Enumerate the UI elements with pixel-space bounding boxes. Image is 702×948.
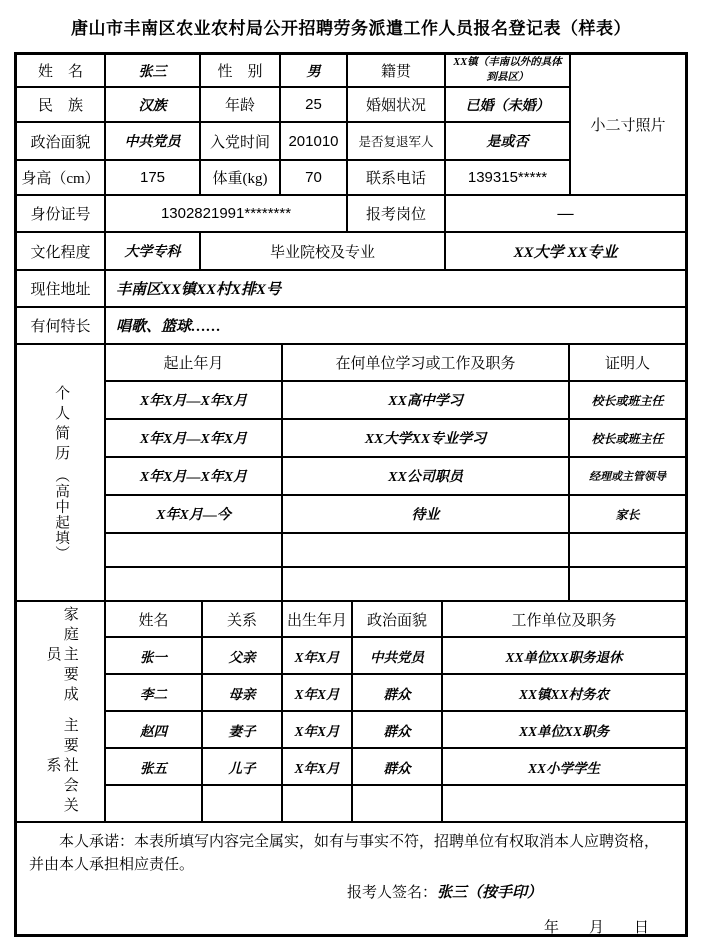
resume-side-label-note: （高中起填）	[53, 467, 70, 561]
form-title: 唐山市丰南区农业农村局公开招聘劳务派遣工作人员报名登记表（样表）	[71, 19, 631, 38]
veteran-label: 是否复退军人	[348, 123, 446, 159]
family-political: 群众	[353, 712, 443, 747]
family-work: XX镇XX村务农	[518, 686, 610, 702]
gender-label: 性 别	[201, 55, 281, 86]
family-political: 群众	[353, 749, 443, 784]
position-value: —	[557, 204, 574, 222]
family-grid	[106, 602, 685, 821]
weight-value: 70	[281, 161, 348, 194]
family-work: XX单位XX职务	[518, 723, 610, 739]
family-header-birth: 出生年月	[283, 602, 353, 636]
resume-unit: XX高中学习	[283, 382, 570, 418]
resume-side-label-text	[52, 385, 69, 561]
veteran-value: 是或否	[446, 123, 571, 159]
resume-witness: 校长或班主任	[591, 393, 664, 408]
resume-unit: XX大学XX专业学习	[283, 420, 570, 456]
family-birth	[283, 786, 353, 821]
name-value: 张三	[106, 55, 201, 86]
family-relation: 儿子	[203, 749, 283, 784]
weight-label: 体重(kg)	[201, 161, 281, 194]
row-id-position	[17, 196, 685, 233]
resume-witness: 经理或主管领导	[589, 471, 666, 483]
resume-period	[106, 568, 283, 600]
row-height-weight	[17, 161, 571, 194]
family-header-name: 姓名	[106, 602, 203, 636]
resume-period	[106, 534, 283, 566]
height-label: 身高（cm）	[17, 161, 106, 194]
family-political	[353, 786, 443, 821]
resume-unit: 待业	[283, 496, 570, 532]
resume-witness: 校长或班主任	[591, 431, 664, 446]
specialty-label: 有何特长	[17, 308, 106, 343]
family-row	[106, 675, 685, 712]
family-side-label-note: 主要社会关系	[44, 717, 78, 817]
section-declaration	[17, 823, 685, 934]
family-side-label-main: 家庭主要成员	[44, 606, 78, 706]
age-value: 25	[281, 88, 348, 121]
family-header-work: 工作单位及职务	[511, 612, 617, 629]
resume-header-witness: 证明人	[604, 356, 650, 372]
resume-witness	[570, 568, 685, 600]
family-header-relation: 关系	[203, 602, 283, 636]
date-line: 年 月 日	[543, 920, 649, 936]
native-place-label: 籍贯	[348, 55, 446, 86]
resume-unit	[283, 568, 570, 600]
ethnic-label: 民 族	[17, 88, 106, 121]
gender-value: 男	[281, 55, 348, 86]
education-label: 文化程度	[17, 233, 106, 269]
family-row	[106, 749, 685, 786]
resume-header-period: 起止年月	[106, 345, 283, 380]
family-birth: X年X月	[283, 638, 353, 673]
school-value: XX大学 XX专业	[513, 244, 618, 261]
age-label: 年龄	[201, 88, 281, 121]
resume-row	[106, 382, 685, 420]
signature-value: 张三（按手印）	[437, 885, 543, 901]
family-side-label	[17, 602, 106, 821]
declaration-text: 本人承诺：本表所填写内容完全属实，如有与事实不符，招聘单位有权取消本人应聘资格，并由本人承担相应责任。	[29, 834, 660, 873]
resume-period: X年X月—X年X月	[106, 382, 283, 418]
family-header-political: 政治面貌	[353, 602, 443, 636]
family-work: XX单位XX职务退休	[505, 649, 623, 665]
name-label: 姓 名	[17, 55, 106, 86]
family-row	[106, 712, 685, 749]
family-header-row	[106, 602, 685, 638]
id-number-label: 身份证号	[17, 196, 106, 231]
political-label: 政治面貌	[17, 123, 106, 159]
resume-period: X年X月—X年X月	[106, 458, 283, 494]
phone-label: 联系电话	[348, 161, 446, 194]
resume-witness	[570, 534, 685, 566]
family-relation: 父亲	[203, 638, 283, 673]
row-ethnic	[17, 88, 571, 123]
resume-side-label-main: 个人简历	[53, 384, 70, 465]
family-name: 李二	[106, 675, 203, 710]
basic-info-grid	[17, 55, 571, 194]
family-name	[106, 786, 203, 821]
row-education	[17, 233, 685, 271]
section-resume	[17, 345, 685, 602]
resume-row-empty	[106, 534, 685, 568]
family-political: 中共党员	[353, 638, 443, 673]
political-value: 中共党员	[106, 123, 201, 159]
resume-header-row	[106, 345, 685, 382]
family-political: 群众	[353, 675, 443, 710]
family-relation: 妻子	[203, 712, 283, 747]
photo-placeholder: 小二寸照片	[590, 118, 666, 134]
resume-side-label	[17, 345, 106, 600]
resume-row-empty	[106, 568, 685, 600]
family-name: 赵四	[106, 712, 203, 747]
signature-line	[29, 881, 673, 902]
height-value: 175	[106, 161, 201, 194]
family-work: XX小学学生	[527, 760, 600, 776]
resume-period: X年X月—今	[106, 496, 283, 532]
ethnic-value: 汉族	[106, 88, 201, 121]
family-relation	[203, 786, 283, 821]
family-row	[106, 638, 685, 675]
family-birth: X年X月	[283, 712, 353, 747]
row-name	[17, 55, 571, 88]
education-value: 大学专科	[106, 233, 201, 269]
marital-value: 已婚（未婚）	[446, 88, 571, 121]
resume-period: X年X月—X年X月	[106, 420, 283, 456]
phone-value: 139315*****	[446, 161, 571, 194]
resume-row	[106, 458, 685, 496]
family-relation: 母亲	[203, 675, 283, 710]
id-number-value: 1302821991********	[106, 196, 348, 231]
row-address	[17, 271, 685, 308]
row-political	[17, 123, 571, 161]
native-place-value: XX镇（丰南以外的具体到县区）	[446, 55, 571, 86]
resume-unit: XX公司职员	[283, 458, 570, 494]
section-family	[17, 602, 685, 823]
specialty-value: 唱歌、篮球……	[116, 319, 222, 335]
party-time-value: 201010	[281, 123, 348, 159]
school-label: 毕业院校及专业	[201, 233, 446, 269]
family-side-label-text	[43, 602, 78, 821]
resume-unit	[283, 534, 570, 566]
resume-witness: 家长	[615, 507, 640, 522]
family-birth: X年X月	[283, 749, 353, 784]
resume-grid	[106, 345, 685, 600]
party-time-label: 入党时间	[201, 123, 281, 159]
resume-row	[106, 496, 685, 534]
family-work	[443, 786, 685, 821]
resume-row	[106, 420, 685, 458]
family-name: 张五	[106, 749, 203, 784]
family-row-empty	[106, 786, 685, 821]
registration-table	[14, 52, 688, 937]
family-name: 张一	[106, 638, 203, 673]
family-birth: X年X月	[283, 675, 353, 710]
position-label: 报考岗位	[348, 196, 446, 231]
address-value: 丰南区XX镇XX村X排X号	[116, 282, 282, 298]
address-label: 现住地址	[17, 271, 106, 306]
resume-header-unit: 在何单位学习或工作及职务	[283, 345, 570, 380]
section-basic-info	[17, 55, 685, 196]
marital-label: 婚姻状况	[348, 88, 446, 121]
row-specialty	[17, 308, 685, 345]
signature-label: 报考人签名：	[347, 885, 438, 901]
